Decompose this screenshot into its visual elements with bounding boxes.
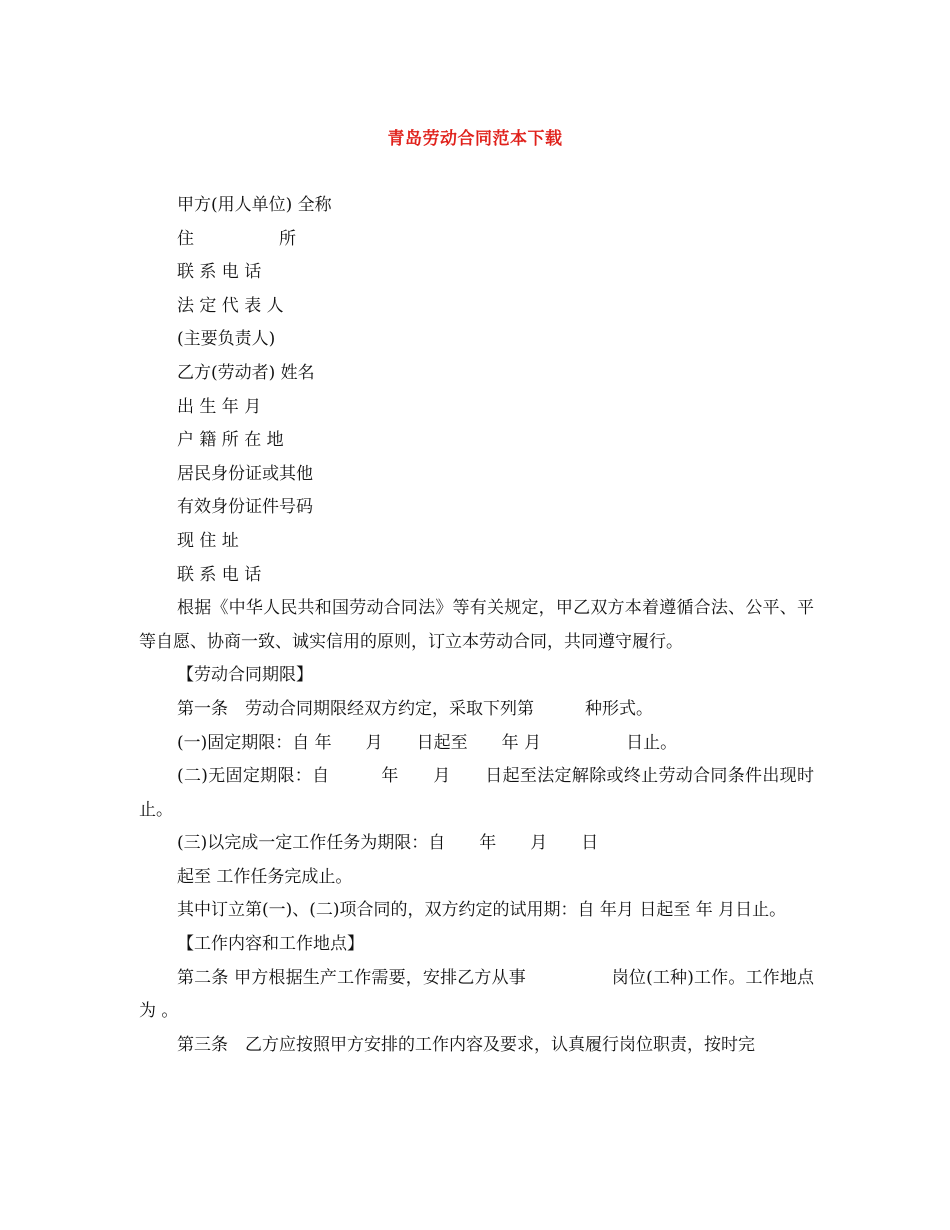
article-2: 第二条 甲方根据生产工作需要，安排乙方从事 岗位(工种)工作。工作地点为 。	[139, 967, 814, 1022]
section-heading-term: 【劳动合同期限】	[177, 665, 313, 686]
field-household-registration: 户 籍 所 在 地	[177, 430, 284, 451]
field-id-card-or-other: 居民身份证或其他	[177, 463, 313, 484]
term-task-line-2: 起至 工作任务完成止。	[177, 866, 353, 887]
field-employee-phone: 联 系 电 话	[177, 564, 262, 585]
field-employer-address: 住 所	[177, 228, 296, 249]
field-employer-phone: 联 系 电 话	[177, 262, 262, 283]
article-3: 第三条 乙方应按照甲方安排的工作内容及要求，认真履行岗位职责，按时完	[177, 1034, 755, 1055]
document-title: 青岛劳动合同范本下载	[387, 129, 563, 149]
field-birth-date: 出 生 年 月	[177, 396, 262, 417]
article-1: 第一条 劳动合同期限经双方约定，采取下列第 种形式。	[177, 698, 653, 719]
probation-paragraph: 其中订立第(一)、(二)项合同的，双方约定的试用期：自 年月 日起至 年 月日止。	[177, 900, 787, 921]
term-task-line-1: (三)以完成一定工作任务为期限：自 年 月 日	[177, 833, 599, 854]
field-employee-name: 乙方(劳动者) 姓名	[177, 362, 315, 383]
field-current-address: 现 住 址	[177, 530, 239, 551]
field-employer-name: 甲方(用人单位) 全称	[177, 195, 332, 215]
document-body	[139, 189, 814, 1062]
term-fixed: (一)固定期限：自 年 月 日起至 年 月 日止。	[177, 732, 678, 753]
field-principal: (主要负责人)	[177, 329, 276, 350]
intro-paragraph: 根据《中华人民共和国劳动合同法》等有关规定，甲乙双方本着遵循合法、公平、平等自愿、协商一致、诚实信用的原则，订立本劳动合同，共同遵守履行。	[139, 598, 814, 652]
term-open-ended: (二)无固定期限：自 年 月 日起至法定解除或终止劳动合同条件出现时止。	[139, 766, 814, 820]
field-legal-representative: 法 定 代 表 人	[177, 295, 284, 316]
section-heading-work: 【工作内容和工作地点】	[177, 934, 364, 955]
field-id-number: 有效身份证件号码	[177, 497, 313, 518]
